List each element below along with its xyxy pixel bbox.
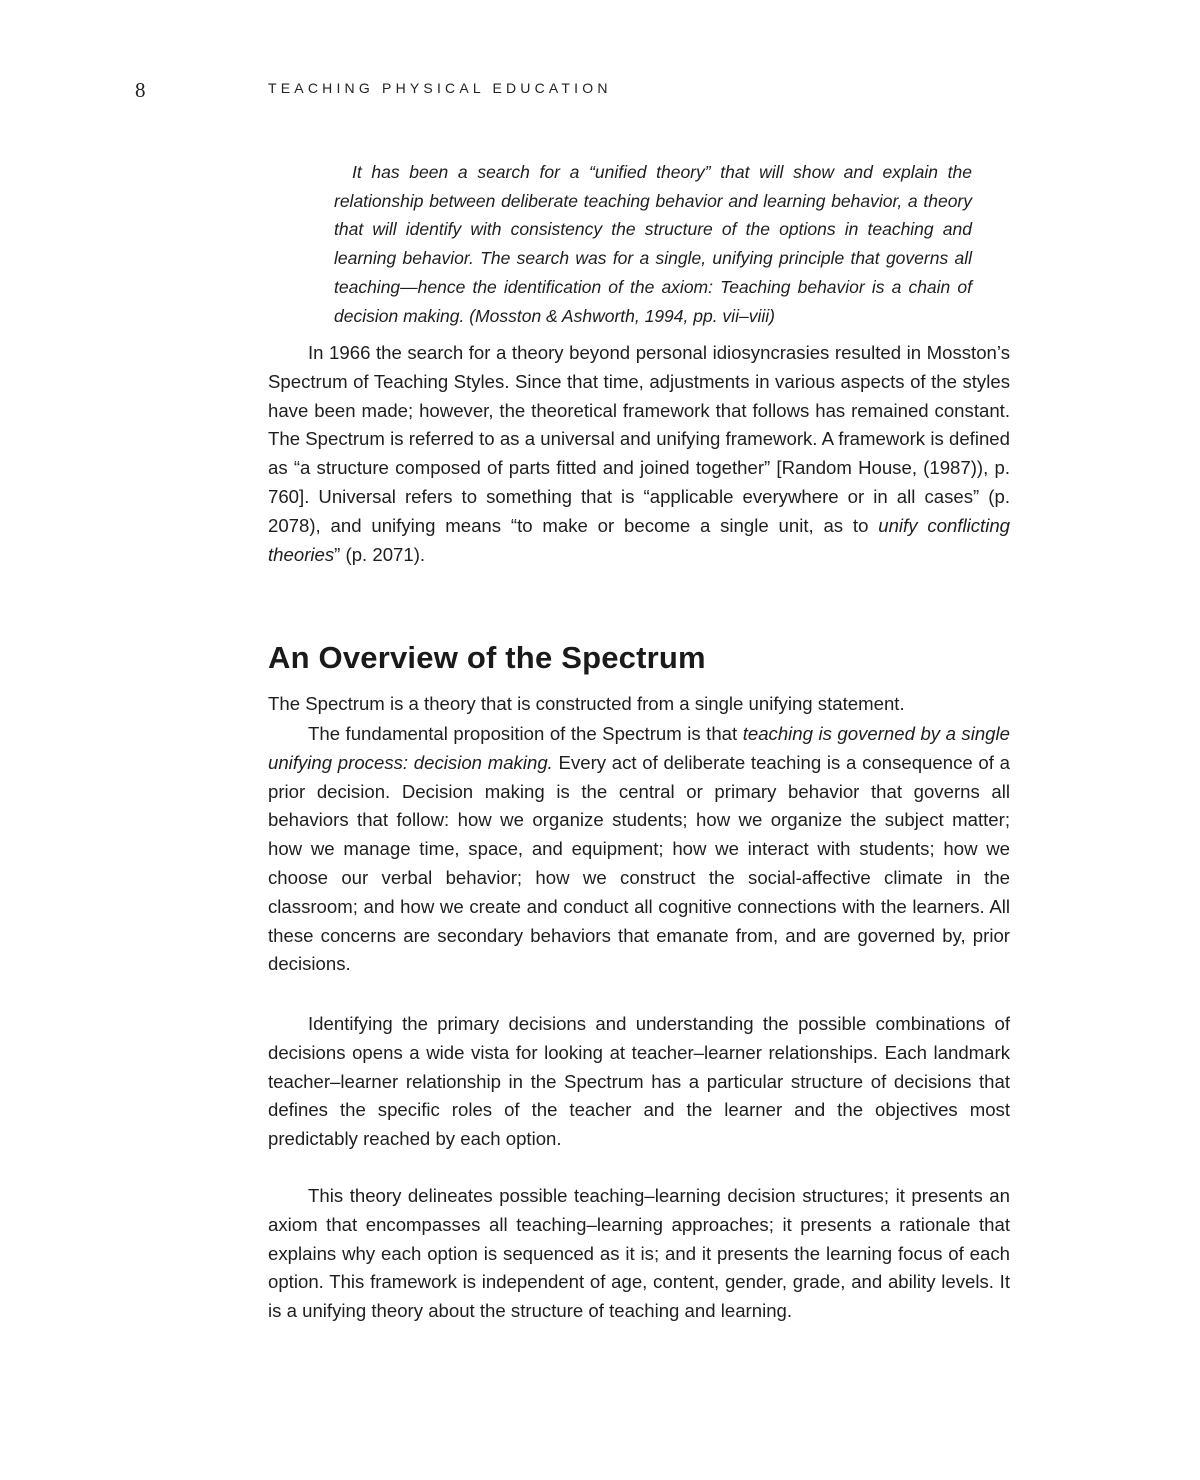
paragraph-intro: The Spectrum is a theory that is constructed from a single unifying statement. [268, 693, 905, 714]
paragraph-theory: This theory delineates possible teaching–learning decision structures; it presents an axiom that encompasses all teaching–learning approaches; it presents a rationale that explains why each option is sequenced as it is; and it presents the learning focus of each option. This framework is independent of age, content, gender, grade, and ability levels. It is a unifying theory about the structure of teaching and learning. [268, 1185, 1010, 1322]
paragraph-decisions: Identifying the primary decisions and understanding the possible combinations of decisions opens a wide vista for looking at teacher–learner relationships. Each landmark teacher–learner relationship in the Spectrum has a particular structure of decisions that defines the specific roles of the teacher and the learner and the objectives most predictably reached by each option. [268, 1013, 1010, 1150]
running-head: TEACHING PHYSICAL EDUCATION [268, 80, 612, 96]
paragraph-proposition-lead: The fundamental proposition of the Spectrum is that [308, 723, 743, 744]
paragraph-history [268, 339, 1010, 569]
paragraph-history-emphasis: unify conflicting theories [268, 514, 1011, 565]
paragraph-history-ending: ” (p. 2071). [334, 543, 426, 565]
section-heading: An Overview of the Spectrum [268, 640, 706, 675]
block-quote [334, 158, 972, 330]
block-quote-text: It has been a search for a “unified theory” that will show and explain the relationship between deliberate teaching behavior and learning behavior, a theory that will identify with consistency the structure of the options in teaching and learning behavior. The search was for a single, unifying principle that governs all teaching—hence the identification of the axiom: Teaching behavior is a chain of decision making. (Mosston & Ashworth, 1994, pp. vii–viii) [334, 162, 972, 326]
paragraph-history-text: In 1966 the search for a theory beyond personal idiosyncrasies resulted in Mosston’s Spectrum of Teaching Styles. Since that time, adjustments in various aspects of the styles have been made; however, the theoretical framework that follows has remained constant. The Spectrum is referred to as a universal and unifying framework. A framework is defined as “a structure composed of parts fitted and joined together” [Random House, (1987)), p. 760]. Universal refers to something that is “applicable everywhere or in all cases” (p. 2078), and unifying means “to make or become a single unit, as to [268, 342, 1010, 536]
page-number: 8 [135, 78, 146, 102]
paragraph-proposition-body: Every act of deliberate teaching is a consequence of a prior decision. Decision making is the central or primary behavior that governs all behaviors that follow: how we organize students; how we organize the subject matter; how we manage time, space, and equipment; how we interact with students; how we choose our verbal behavior; how we construct the social-affective climate in the classroom; and how we create and conduct all cognitive connections with the learners. All these concerns are secondary behaviors that emanate from, and are governed by, prior decisions. [268, 751, 1010, 975]
paragraph-proposition [268, 720, 1010, 979]
paragraph-proposition-emphasis: teaching is governed by a single unifying process: decision making. [268, 723, 1010, 773]
